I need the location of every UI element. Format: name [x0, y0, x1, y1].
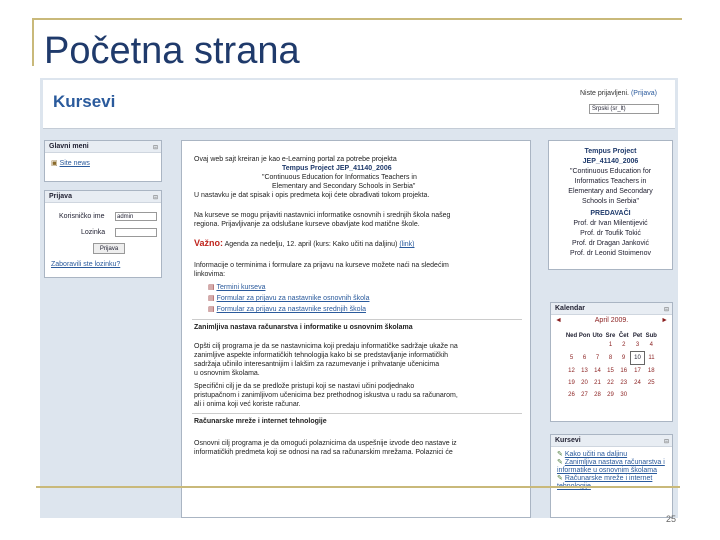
p4-line-1: Opšti cilj programa je da se nastavnicima koji predaju informatičke sadržaje ukaže na: [194, 343, 458, 350]
calendar-day[interactable]: 24: [634, 380, 641, 386]
calendar-weekday: Čet: [618, 333, 629, 339]
calendar-grid: [565, 333, 658, 401]
calendar-day[interactable]: 2: [622, 342, 626, 349]
calendar-day[interactable]: 10: [631, 352, 645, 365]
login-status-text: Niste prijavljeni.: [579, 90, 629, 97]
intro-line-3: "Continuous Education for Informatics Teachers in: [262, 174, 417, 181]
calendar-day[interactable]: 6: [582, 355, 587, 361]
calendar-day[interactable]: 28: [594, 392, 601, 398]
next-month-icon[interactable]: ►: [661, 317, 668, 324]
course-item[interactable]: [557, 459, 668, 475]
p2-line-2: regiona. Prijavljivanje za odslušane kurseve obavljate kod matične škole.: [194, 221, 420, 228]
slide-top-rule: [32, 18, 682, 20]
screenshot-panel: [40, 78, 678, 518]
slide-title: Početna strana: [44, 30, 300, 72]
calendar-day[interactable]: 15: [607, 367, 614, 374]
login-link[interactable]: (Prijava): [630, 90, 657, 97]
calendar-day[interactable]: 8: [608, 355, 613, 361]
forgot-password-link[interactable]: Zaboravili ste lozinku?: [51, 261, 121, 268]
courses-block: [550, 434, 673, 518]
link-form-primary[interactable]: Formular za prijavu za nastavnike osnovnih škola: [216, 295, 370, 302]
calendar-weekday: Sre: [605, 333, 616, 339]
password-field[interactable]: [115, 228, 157, 237]
calendar-weekday: Pon: [578, 333, 591, 339]
main-menu-header: [45, 141, 161, 153]
p6-line-1: Osnovni cilj programa je da omogući polaznicima da uspešnije izvode deo nastave iz: [194, 440, 457, 447]
collapse-icon[interactable]: ⊟: [152, 145, 158, 151]
calendar-day[interactable]: 29: [607, 392, 614, 398]
lecturer: Prof. dr Dragan Janković: [571, 240, 650, 247]
calendar-day: [591, 339, 604, 352]
link-item[interactable]: [208, 283, 265, 292]
login-title: Prijava: [49, 193, 72, 200]
link-item[interactable]: [208, 305, 366, 314]
intro-line-4: Elementary and Secondary Schools in Serbia": [272, 183, 416, 190]
language-select[interactable]: Srpski (sr_lt): [589, 104, 659, 114]
course-icon: ✎: [557, 451, 563, 458]
divider: [192, 413, 522, 414]
course-icon: ✎: [557, 459, 563, 466]
main-content: [181, 140, 531, 518]
site-news-item[interactable]: [51, 159, 90, 167]
course-link[interactable]: Kako učiti na daljinu: [564, 451, 628, 458]
calendar-day[interactable]: 13: [581, 367, 588, 374]
courses-header: [551, 435, 672, 447]
calendar-month-bar: [551, 315, 672, 327]
project-desc-1: "Continuous Education for: [569, 168, 652, 175]
calendar-day[interactable]: 3: [635, 342, 640, 348]
site-news-link[interactable]: Site news: [59, 160, 90, 167]
course-item[interactable]: [557, 475, 668, 491]
project-desc-4: Schools in Serbia": [582, 198, 639, 205]
username-label: Korisničko ime: [59, 213, 105, 220]
p4-line-3: sadržaja učinilo interesantnijim i lakšim za razumevanje i prihvatanje učenicima: [194, 361, 440, 368]
lecturer: Prof. dr Toufik Tokić: [580, 230, 641, 237]
calendar-day[interactable]: 18: [647, 367, 655, 374]
calendar-day[interactable]: 19: [568, 380, 575, 386]
course-icon: ✎: [557, 475, 563, 482]
p6-line-2: informatičkih predmeta koji se odnosi na rad sa računarskim mrežama. Polaznici će: [194, 449, 453, 456]
project-desc-2: Informatics Teachers in: [574, 178, 647, 185]
calendar-weekday: Pet: [632, 333, 643, 339]
document-icon: ▤: [208, 284, 215, 291]
password-label: Lozinka: [81, 229, 106, 236]
lecturer: Prof. dr Leonid Stoimenov: [570, 250, 651, 257]
calendar-title: Kalendar: [555, 305, 585, 312]
page-number: 25: [665, 514, 676, 524]
p3-line-2: linkovima:: [194, 271, 226, 278]
calendar-day[interactable]: 17: [634, 368, 641, 374]
login-header: [45, 191, 161, 203]
calendar-day[interactable]: 23: [620, 380, 628, 386]
calendar-day[interactable]: 12: [568, 367, 575, 374]
section-heading-1: Zanimljiva nastava računarstva i informatike u osnovnim školama: [194, 324, 413, 331]
calendar-day[interactable]: 21: [594, 380, 601, 386]
p4-line-2: zanimljive aspekte informatičkih tehnologija kako bi se predstavljanje informatičkih: [194, 352, 449, 359]
calendar-day[interactable]: 14: [594, 367, 601, 374]
courses-list: [551, 447, 672, 491]
courses-title: Kursevi: [555, 437, 581, 444]
calendar-weekday: Uto: [592, 333, 603, 339]
calendar-day: [645, 389, 659, 401]
slide-left-rule: [32, 18, 34, 66]
important-note: [194, 239, 414, 249]
calendar-day[interactable]: 16: [620, 367, 628, 374]
project-desc-3: Elementary and Secondary: [568, 188, 653, 195]
lecturers-title: PREDAVAČI: [590, 210, 631, 217]
calendar-day[interactable]: 20: [581, 380, 588, 386]
collapse-icon[interactable]: ⊟: [663, 439, 669, 445]
lecturer: Prof. dr Ivan Milentijević: [573, 220, 648, 227]
main-menu-title: Glavni meni: [49, 143, 89, 150]
p4-line-4: u osnovnim školama.: [194, 370, 260, 377]
section-heading-2: Računarske mreže i internet tehnologije: [194, 418, 327, 425]
intro-project: Tempus Project JEP_41140_2006: [282, 165, 392, 172]
calendar-day[interactable]: 27: [581, 392, 588, 398]
document-icon: ▤: [208, 306, 215, 313]
calendar-day[interactable]: 26: [568, 392, 575, 398]
link-item[interactable]: [208, 294, 369, 303]
calendar-day[interactable]: 9: [621, 355, 626, 361]
calendar-day[interactable]: 30: [620, 392, 628, 398]
calendar-day[interactable]: 5: [569, 355, 574, 361]
course-link[interactable]: Zanimljiva nastava računarstva i informatike u osnovnim školama: [557, 459, 665, 474]
collapse-icon[interactable]: ⊟: [663, 307, 669, 313]
calendar-day[interactable]: 25: [647, 380, 655, 386]
calendar-month: April 2009.: [594, 317, 629, 324]
important-label: Važno:: [194, 238, 224, 248]
calendar-header: [551, 303, 672, 315]
calendar-day: [565, 339, 578, 352]
calendar-day[interactable]: 4: [649, 342, 653, 349]
important-link[interactable]: (link): [399, 241, 415, 248]
project-info-block: [548, 140, 673, 270]
calendar-day[interactable]: 11: [648, 355, 655, 361]
divider: [192, 319, 522, 320]
collapse-icon[interactable]: ⊟: [152, 195, 158, 201]
calendar-weekday: Ned: [565, 333, 578, 339]
calendar-day[interactable]: 1: [608, 342, 613, 349]
calendar-block: [550, 302, 673, 422]
important-text: Agenda za nedelju, 12. april (kurs: Kako učiti na daljinu): [224, 241, 398, 248]
link-form-secondary[interactable]: Formular za prijavu za nastavnike srednjih škola: [216, 306, 366, 313]
news-icon: ▣: [51, 160, 58, 167]
p3-line-1: Informacije o terminima i formulare za prijavu na kurseve možete naći na sledećim: [194, 262, 449, 269]
course-item[interactable]: [557, 451, 668, 459]
login-status: [580, 90, 657, 97]
main-menu-block: [44, 140, 162, 182]
project-title: Tempus Project: [584, 148, 637, 155]
p5-line-1: Specifični cilj je da se predlože pristupi koji se nastavi učini podjednako: [194, 383, 415, 390]
intro-line-1: Ovaj web sajt kreiran je kao e-Learning portal za potrebe projekta: [194, 156, 397, 163]
username-field[interactable]: admin: [115, 212, 157, 221]
calendar-weekday: Sub: [645, 333, 657, 339]
login-block: [44, 190, 162, 278]
intro-line-5: U nastavku je dat spisak i opis predmeta koji ćete obrađivati tokom projekta.: [194, 192, 430, 199]
slide-bottom-rule: [36, 486, 680, 488]
course-link[interactable]: Računarske mreže i internet: [564, 475, 653, 482]
p2-line-1: Na kurseve se mogu prijaviti nastavnici informatike osnovnih i srednjih škola našeg: [194, 212, 451, 219]
p5-line-2: pristupačnom i zanimljivom učenicima bez prethodnog iskustva u radu sa računarom,: [194, 392, 458, 399]
calendar-day[interactable]: 7: [595, 355, 600, 361]
project-code: JEP_41140_2006: [582, 158, 639, 165]
login-button[interactable]: Prijava: [93, 243, 125, 254]
site-brand[interactable]: Kursevi: [53, 92, 116, 111]
calendar-day: [631, 389, 645, 401]
site-header: [43, 80, 675, 129]
p5-line-3: ali i onima koji već koriste računar.: [194, 401, 301, 408]
calendar-day: [578, 339, 591, 352]
calendar-day[interactable]: 22: [607, 380, 614, 386]
document-icon: ▤: [208, 295, 215, 302]
prev-month-icon[interactable]: ◄: [555, 317, 562, 324]
link-terms[interactable]: Termini kurseva: [216, 284, 266, 291]
